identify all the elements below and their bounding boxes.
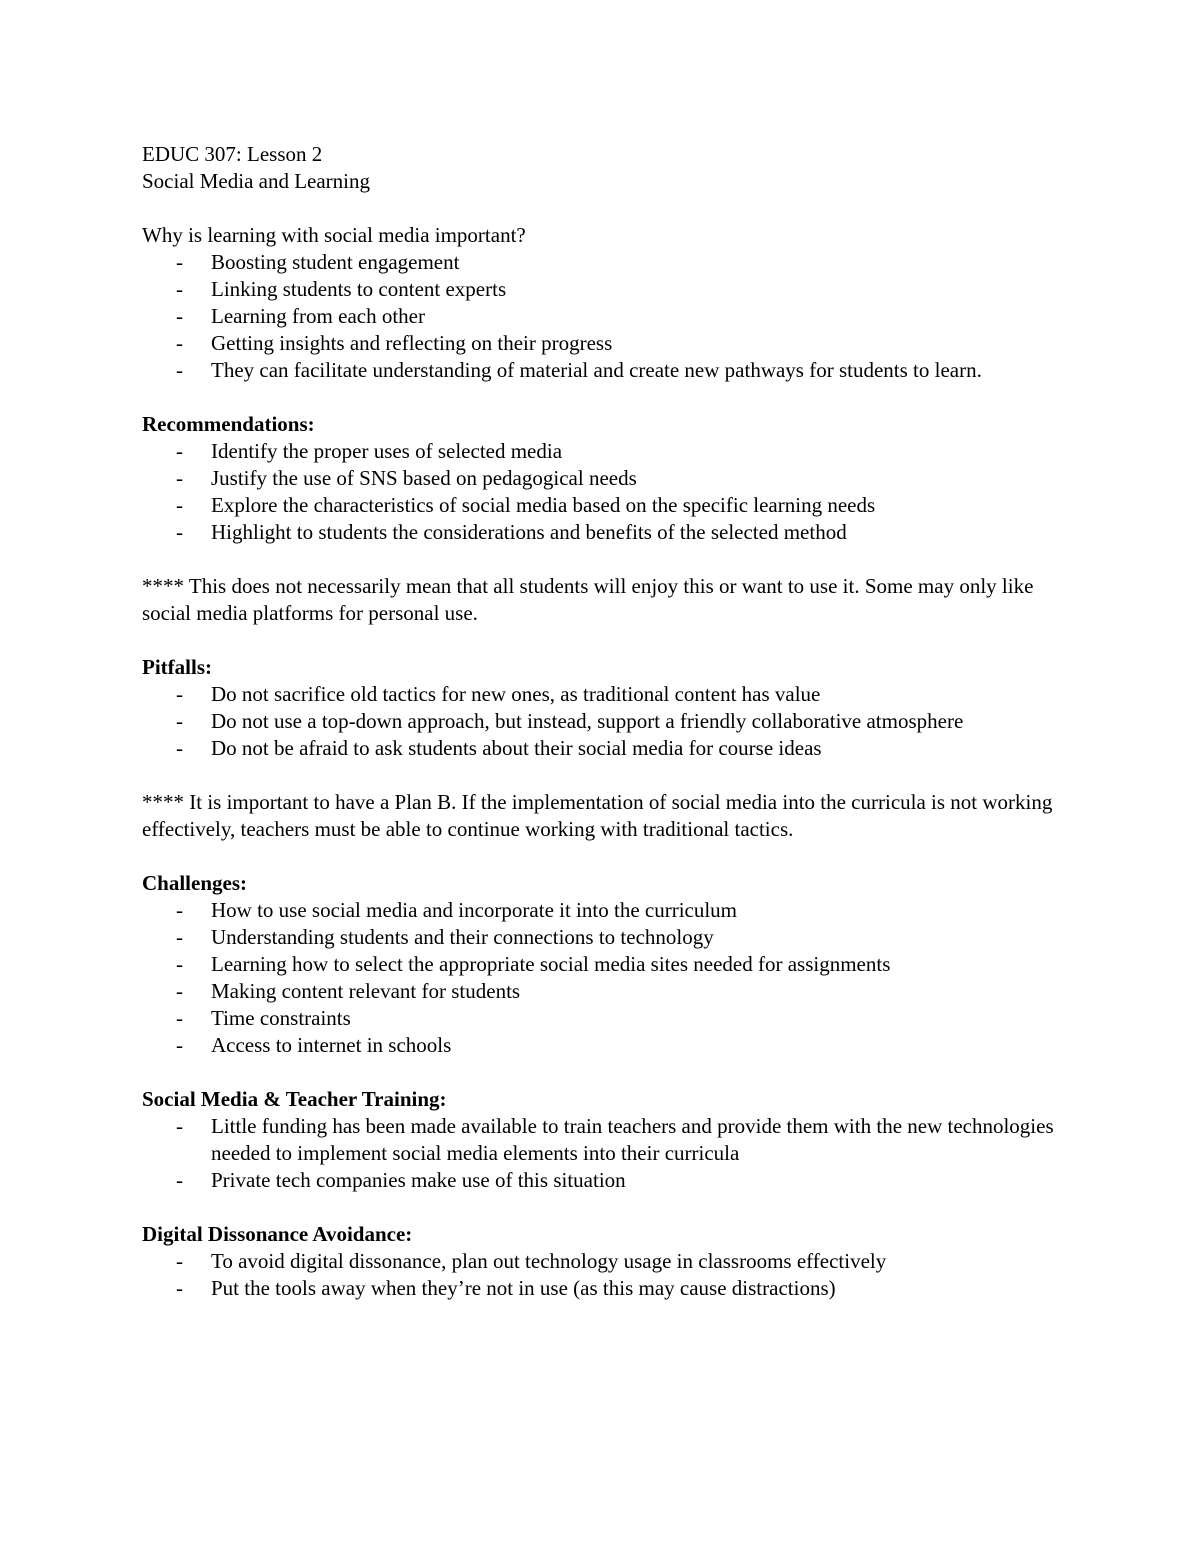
intro-list xyxy=(142,249,1062,384)
pitfalls-list xyxy=(142,681,1062,762)
course-title: EDUC 307: Lesson 2 xyxy=(142,142,323,166)
list-item: - Learning from each other xyxy=(176,304,425,328)
dissonance-list xyxy=(142,1248,1062,1302)
list-item: - Do not sacrifice old tactics for new ones, as traditional content has value xyxy=(176,682,821,706)
list-item: - Identify the proper uses of selected media xyxy=(176,439,563,463)
intro-question: Why is learning with social media important? xyxy=(142,223,526,247)
list-item: - How to use social media and incorporate it into the curriculum xyxy=(176,898,738,922)
list-item: - Learning how to select the appropriate social media sites needed for assignments xyxy=(176,952,891,976)
list-item: - Private tech companies make use of this situation xyxy=(176,1168,626,1192)
list-item: - Understanding students and their connections to technology xyxy=(176,925,714,949)
lesson-topic: Social Media and Learning xyxy=(142,169,371,193)
list-item: - Boosting student engagement xyxy=(176,250,460,274)
recommendations-list xyxy=(142,438,1062,546)
list-item: - Getting insights and reflecting on their progress xyxy=(176,331,613,355)
list-item: - Making content relevant for students xyxy=(176,979,521,1003)
pitfalls-heading: Pitfalls: xyxy=(142,655,212,679)
pitfalls-note: **** It is important to have a Plan B. If the implementation of social media into the curricula is not working effectively, teachers must be able to continue working with traditional tactics. xyxy=(142,790,1053,841)
list-item: - Highlight to students the considerations and benefits of the selected method xyxy=(176,520,847,544)
recommendations-heading: Recommendations: xyxy=(142,412,315,436)
list-item: - Access to internet in schools xyxy=(176,1033,452,1057)
list-item: - Do not use a top-down approach, but instead, support a friendly collaborative atmosphere xyxy=(176,709,964,733)
challenges-heading: Challenges: xyxy=(142,871,247,895)
challenges-list xyxy=(142,897,1062,1059)
list-item: - Justify the use of SNS based on pedagogical needs xyxy=(176,466,637,490)
training-heading: Social Media & Teacher Training: xyxy=(142,1087,447,1111)
list-item: - Do not be afraid to ask students about their social media for course ideas xyxy=(176,736,822,760)
document-page xyxy=(142,141,1062,1302)
list-item: - To avoid digital dissonance, plan out technology usage in classrooms effectively xyxy=(176,1249,887,1273)
dissonance-heading: Digital Dissonance Avoidance: xyxy=(142,1222,413,1246)
list-item: - Time constraints xyxy=(176,1006,351,1030)
list-item: - They can facilitate understanding of material and create new pathways for students to learn. xyxy=(176,358,982,382)
training-list xyxy=(142,1113,1062,1194)
list-item: - Linking students to content experts xyxy=(176,277,507,301)
recommendations-note: **** This does not necessarily mean that all students will enjoy this or want to use it. Some may only like social media platforms for personal use. xyxy=(142,574,1034,625)
list-item: - Put the tools away when they’re not in use (as this may cause distractions) xyxy=(176,1276,836,1300)
list-item: - Explore the characteristics of social media based on the specific learning needs xyxy=(176,493,876,517)
list-item: - Little funding has been made available to train teachers and provide them with the new technologies needed to implement social media elements into their curricula xyxy=(176,1114,1054,1165)
